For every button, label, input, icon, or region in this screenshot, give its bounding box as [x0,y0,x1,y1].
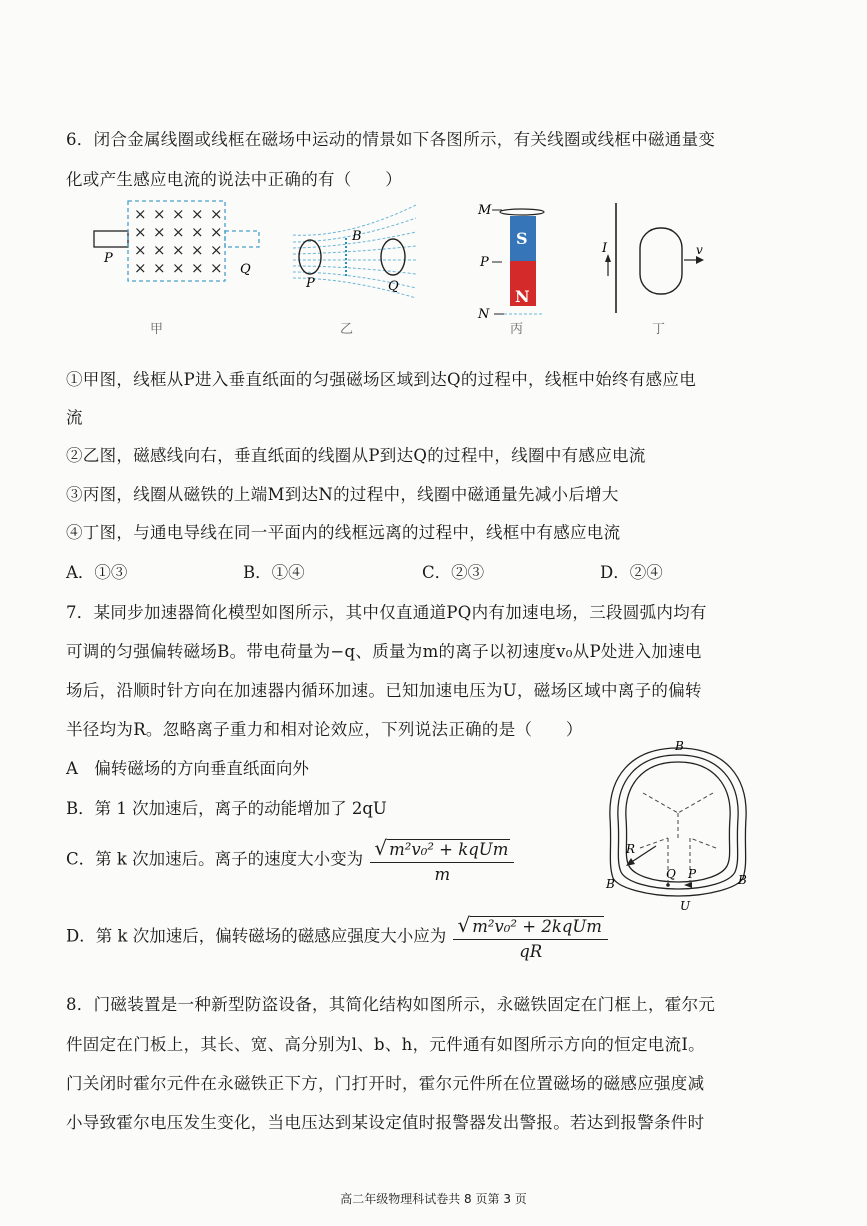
label-p: P [104,251,113,266]
q7-option-c-formula [370,836,514,884]
label-b: B [352,229,362,244]
label-b-top: B [675,739,684,753]
q7-option-d-radicand: m²v₀² + 2kqUm [472,917,602,936]
figure-accelerator [598,738,768,916]
svg-text:×: × [153,223,166,241]
pole-s-label: S [516,229,528,248]
q6-option-a[interactable]: A．①③ [66,563,128,582]
figure-bing [474,198,554,322]
svg-text:×: × [153,241,166,259]
label-b-right: B [738,873,747,887]
figure-ding [596,198,716,318]
figure-yi [288,200,423,300]
svg-text:×: × [172,205,185,223]
label-n: N [478,307,490,322]
q6-stem-line2: 化或产生感应电流的说法中正确的有（ ） [66,170,402,189]
svg-text:×: × [153,259,166,277]
q6-statement-3: ③丙图，线圈从磁铁的上端M到达N的过程中，线圈中磁通量先减小后增大 [66,485,619,504]
q7-option-c[interactable] [66,836,514,884]
q7-option-a[interactable]: A 偏转磁场的方向垂直纸面向外 [66,759,309,778]
label-i: I [602,241,608,256]
page-footer: 高二年级物理科试卷共 8 页第 3 页 [340,1192,527,1206]
q6-statement-4: ④丁图，与通电导线在同一平面内的线框远离的过程中，线框中有感应电流 [66,523,621,542]
pole-n-label: N [515,287,530,306]
q6-statement-1-line1: ①甲图，线框从P进入垂直纸面的匀强磁场区域到达Q的过程中，线框中始终有感应电 [66,370,697,389]
svg-text:×: × [210,241,223,259]
q7-stem-line4: 半径均为R。忽略离子重力和相对论效应，下列说法正确的是（ ） [66,720,583,739]
q8-stem-line4: 小导致霍尔电压发生变化，当电压达到某设定值时报警器发出警报。若达到报警条件时 [66,1113,705,1132]
label-q: Q [388,279,399,294]
label-m: M [478,203,492,218]
caption-bing: 丙 [510,322,524,337]
q6-statement-2: ②乙图，磁感线向右，垂直纸面的线圈从P到达Q的过程中，线圈中有感应电流 [66,446,646,465]
svg-text:×: × [191,223,204,241]
svg-text:×: × [172,259,185,277]
q7-option-c-radicand: m²v₀² + kqUm [389,840,509,859]
q6-option-b[interactable]: B．①④ [243,563,305,582]
q7-option-b[interactable]: B．第 1 次加速后，离子的动能增加了 2qU [66,799,387,818]
q8-stem-line1: 8．门磁装置是一种新型防盗设备，其简化结构如图所示，永磁铁固定在门框上，霍尔元 [66,995,716,1014]
svg-text:×: × [172,223,185,241]
svg-text:×: × [210,223,223,241]
label-r: R [626,842,636,856]
q7-option-d-formula [453,913,608,961]
svg-text:×: × [172,241,185,259]
svg-text:×: × [191,241,204,259]
q8-stem-line3: 门关闭时霍尔元件在永磁铁正下方，门打开时，霍尔元件所在位置磁场的磁感应强度减 [66,1074,705,1093]
label-v: v [696,243,703,257]
field-cross-grid [134,205,223,277]
label-q: Q [666,867,676,881]
radical-sign: √ [457,913,471,937]
label-q: Q [240,262,251,277]
field-cross-mark: × [134,205,147,223]
label-b-left: B [606,877,615,891]
q7-option-d-text: D．第 k 次加速后，偏转磁场的磁感应强度大小应为 [66,926,447,946]
q7-option-c-denominator: m [434,865,451,884]
svg-text:×: × [134,259,147,277]
q7-option-d[interactable] [66,913,608,961]
label-p: P [306,276,315,291]
svg-text:×: × [191,259,204,277]
caption-ding: 丁 [652,322,666,337]
q7-stem-line3: 场后，沿顺时针方向在加速器内循环加速。已知加速电压为U，磁场区域中离子的偏转 [66,681,702,700]
svg-text:×: × [191,205,204,223]
caption-jia: 甲 [150,322,164,337]
q7-option-d-denominator: qR [519,942,543,961]
q6-stem-line1: 6．闭合金属线圈或线框在磁场中运动的情景如下各图所示，有关线圈或线框中磁通量变 [66,130,716,149]
q6-option-c[interactable]: C．②③ [422,563,485,582]
q7-option-c-text: C．第 k 次加速后。离子的速度大小变为 [66,849,364,869]
svg-text:×: × [134,223,147,241]
svg-text:×: × [210,205,223,223]
q6-option-d[interactable]: D．②④ [600,563,663,582]
q8-stem-line2: 件固定在门板上，其长、宽、高分别为l、b、h，元件通有如图所示方向的恒定电流I。 [66,1035,705,1054]
label-p: P [480,255,489,270]
q6-statement-1-line2: 流 [66,408,83,427]
figure-jia [90,196,275,296]
caption-yi: 乙 [340,322,354,337]
radical-sign: √ [374,836,388,860]
label-p: P [688,867,697,881]
svg-text:×: × [210,259,223,277]
q7-stem-line2: 可调的匀强偏转磁场B。带电荷量为−q、质量为m的离子以初速度v₀从P处进入加速电 [66,642,702,661]
q7-stem-line1: 7．某同步加速器简化模型如图所示，其中仅直通道PQ内有加速电场，三段圆弧内均有 [66,603,707,622]
svg-text:×: × [134,241,147,259]
label-u: U [680,899,691,913]
svg-text:×: × [153,205,166,223]
